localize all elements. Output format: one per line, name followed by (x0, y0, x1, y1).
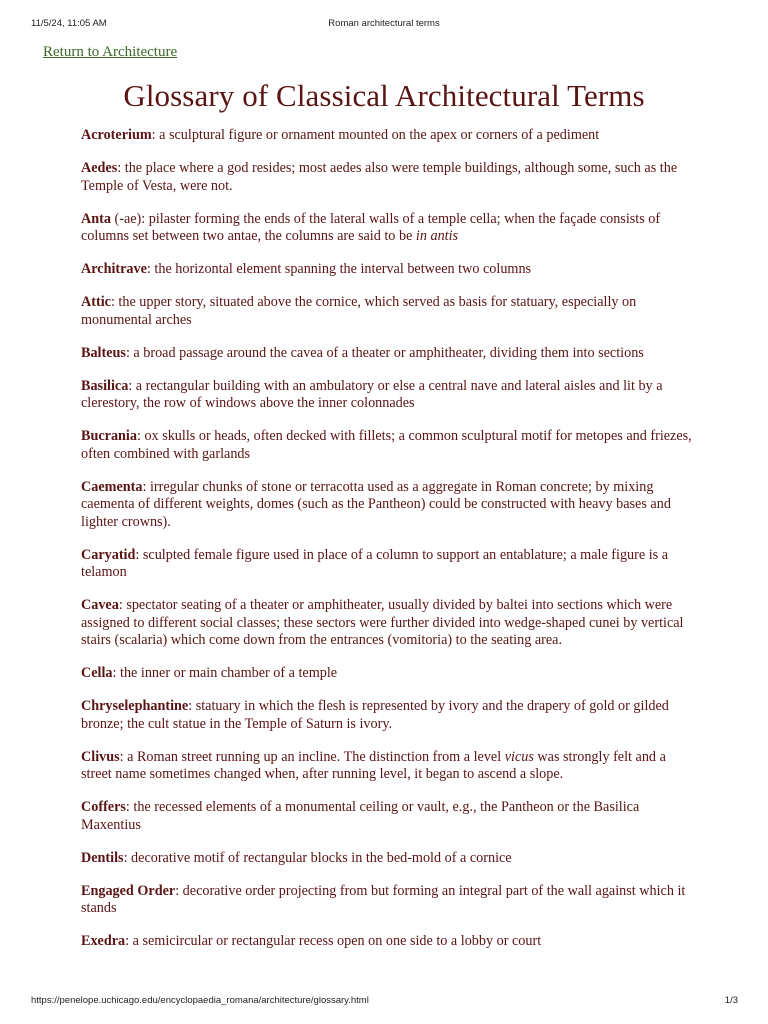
glossary-term: Balteus (81, 344, 126, 361)
print-url: https://penelope.uchicago.edu/encyclopaedia_romana/architecture/glossary.html (31, 995, 369, 1006)
glossary-definition: : ox skulls or heads, often decked with fillets; a common sculptural motif for metopes and friezes, often combined with garlands (81, 428, 692, 462)
glossary-term: Aedes (81, 160, 118, 176)
glossary-entry (81, 345, 696, 363)
glossary-term: Exedra (81, 933, 126, 949)
glossary-entry (81, 428, 696, 463)
glossary-entry (81, 850, 696, 868)
glossary-emphasis: vicus (504, 748, 534, 765)
glossary-definition: : a Roman street running up an incline. The distinction from a level (119, 748, 505, 765)
glossary-entry (81, 883, 696, 918)
glossary-term: Dentils (81, 849, 124, 866)
glossary-term: Coffers (81, 799, 126, 815)
glossary-definition: : a semicircular or rectangular recess open on one side to a lobby or court (125, 933, 542, 949)
glossary-definition: : the inner or main chamber of a temple (112, 665, 338, 681)
glossary-term: Chryselephantine (81, 698, 189, 714)
glossary-entry (81, 698, 696, 733)
glossary-definition: : sculpted female figure used in place of a column to support an entablature; a male figure is a telamon (81, 546, 669, 580)
glossary-term: Acroterium (81, 127, 152, 143)
glossary-definition: : the place where a god resides; most aedes also were temple buildings, although some, such as the Temple of Vesta, were not. (81, 160, 678, 194)
glossary-entry (81, 160, 696, 195)
glossary-term: Architrave (81, 261, 147, 277)
glossary-entry (81, 294, 696, 329)
glossary-entry (81, 665, 696, 683)
print-footer (0, 995, 768, 1009)
glossary-entry (81, 378, 696, 413)
glossary-definition: : spectator seating of a theater or amphitheater, usually divided by baltei into sections which were assigned to different social classes; these sectors were further divided into wedge-shaped cunei by vertical stairs (scalaria) which come down from the entrances (vomitoria) to the seating area. (81, 597, 684, 648)
glossary-term: Anta (81, 210, 111, 227)
glossary-emphasis: in antis (415, 228, 459, 244)
glossary-entry (81, 479, 696, 532)
glossary-definition: : a rectangular building with an ambulatory or else a central nave and lateral aisles and lit by a clerestory, the row of windows above the inner colonnades (81, 377, 663, 411)
glossary-definition: : decorative order projecting from but forming an integral part of the wall against which it stands (81, 882, 686, 916)
glossary-entry (81, 127, 696, 145)
print-document-title: Roman architectural terms (328, 18, 440, 29)
glossary-term: Basilica (81, 377, 129, 394)
glossary-definition-continued: was strongly felt and a street name sometimes changed when, after running level, it began to ascend a slope. (81, 748, 666, 782)
print-header (0, 18, 768, 32)
glossary-definition: : decorative motif of rectangular blocks in the bed-mold of a cornice (123, 849, 512, 866)
glossary-term: Clivus (81, 748, 120, 765)
glossary-entry (81, 211, 696, 246)
glossary-entry (81, 799, 696, 834)
glossary-entry (81, 933, 696, 951)
print-page-indicator: 1/3 (724, 995, 738, 1006)
glossary-definition: : a broad passage around the cavea of a theater or amphitheater, dividing them into sections (125, 344, 644, 361)
glossary-definition: : a sculptural figure or ornament mounted on the apex or corners of a pediment (151, 127, 600, 143)
glossary-term: Cella (81, 665, 113, 681)
glossary-term: Caryatid (81, 546, 136, 563)
glossary-definition: : the recessed elements of a monumental ceiling or vault, e.g., the Pantheon or the Basilica Maxentius (81, 799, 640, 833)
glossary-term: Caementa (81, 478, 143, 495)
print-datetime: 11/5/24, 11:05 AM (31, 18, 107, 29)
glossary-entry (81, 261, 696, 279)
page-title: Glossary of Classical Architectural Terms (123, 78, 645, 113)
glossary-definition: : the upper story, situated above the cornice, which served as basis for statuary, especially on monumental arches (81, 294, 637, 328)
glossary-term: Bucrania (81, 428, 137, 444)
glossary-entry (81, 547, 696, 582)
glossary-definition: : the horizontal element spanning the interval between two columns (146, 261, 532, 277)
glossary-term: Engaged Order (81, 882, 176, 899)
return-to-architecture-link[interactable]: Return to Architecture (43, 44, 178, 60)
glossary-entry (81, 597, 696, 650)
glossary-definition: : statuary in which the flesh is represented by ivory and the drapery of gold or gilded bronze; the cult statue in the Temple of Saturn is ivory. (81, 698, 669, 732)
glossary-term: Attic (81, 294, 111, 310)
glossary-list (81, 127, 696, 966)
glossary-entry (81, 749, 696, 784)
glossary-term: Cavea (81, 597, 119, 613)
glossary-definition: : irregular chunks of stone or terracotta used as a aggregate in Roman concrete; by mixing caementa of different weights, domes (such as the Pantheon) could be constructed with heavy bases and lighter crowns). (81, 478, 671, 530)
glossary-definition: (-ae): pilaster forming the ends of the lateral walls of a temple cella; when the façade consists of columns set between two antae, the columns are said to be (81, 210, 661, 244)
